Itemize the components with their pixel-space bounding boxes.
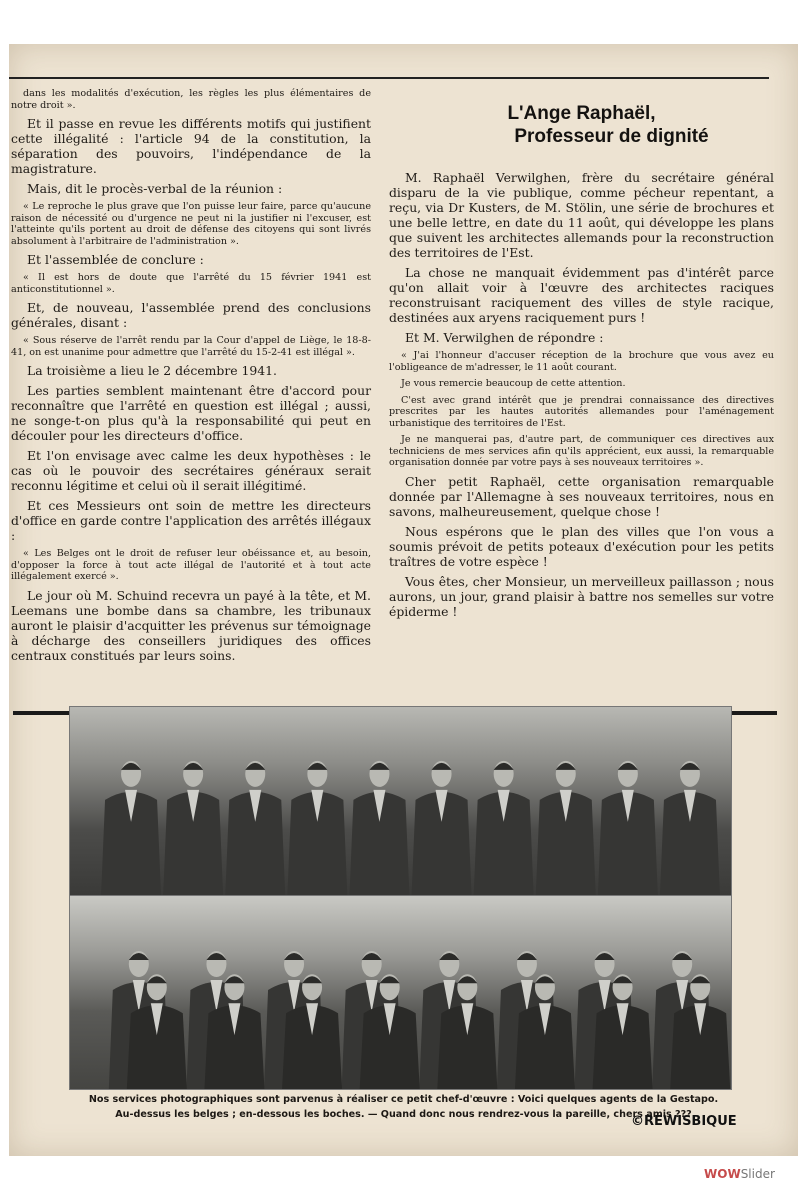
- photo-person: [660, 761, 720, 896]
- paragraph: Et il passe en revue les différents motifs qui justifient cette illégalité : l'article 94 de la constitution, la séparation des pouvoirs, l'indépendance de la magistrature.: [11, 116, 371, 176]
- photo-german-agents: [69, 895, 732, 1090]
- paragraph: La troisième a lieu le 2 décembre 1941.: [27, 363, 277, 378]
- paragraph: Vous êtes, cher Monsieur, un merveilleux paillasson ; nous aurons, un jour, grand plaisir à battre nos semelles sur votre épiderme !: [389, 573, 774, 619]
- quoted-paragraph: « J'ai l'honneur d'accuser réception de la brochure que vous avez eu l'obligeance de m'adresser, le 11 août courant.: [389, 350, 774, 373]
- paragraph: Et l'assemblée de conclure :: [27, 252, 204, 267]
- caption-line-1: Nos services photographiques sont parvenus à réaliser ce petit chef-d'œuvre : Voici quelques agents de la Gestapo.: [88, 1094, 719, 1105]
- photo-person: [598, 761, 658, 896]
- photo-belgian-agents-figures: [70, 707, 731, 896]
- article-title: [389, 102, 774, 148]
- paragraph: M. Raphaël Verwilghen, frère du secrétaire général disparu de la vie publique, comme pécheur repentant, a reçu, via Dr Kusters, de M. Stölin, une série de brochures et une belle lettre, en date du 11 août, qui développe les plans que suivent les architectes allemands pour la reconstruction des territoires de l'Est.: [389, 170, 774, 260]
- right-column: [389, 102, 774, 624]
- slider-watermark: [704, 1167, 775, 1181]
- paragraph: Nous espérons que le plan des villes que l'on vous a soumis prévoit de petits poteaux d'exécution pour les petits traîtres de votre espèce !: [389, 523, 774, 569]
- quoted-paragraph: « Les Belges ont le droit de refuser leur obéissance et, au besoin, d'opposer la force à tout acte illégal de l'autorité et à tout acte illégalement exercé ».: [11, 548, 371, 582]
- photo-person: [101, 761, 161, 896]
- paragraph: Les parties semblent maintenant être d'accord pour reconnaître que l'arrêté en question est illégal ; aussi, ne songe-t-on plus qu'à la responsabilité qui peut en découler pour les directeurs d'office.: [11, 383, 371, 443]
- quoted-paragraph: Je ne manquerai pas, d'autre part, de communiquer ces directives aux techniciens de mes services afin qu'ils apprécient, eux aussi, la remarquable organisation donnée par votre pays à ses nouveaux territoires ».: [389, 434, 774, 468]
- article-title-line2: Professeur de dignité: [514, 126, 709, 147]
- left-column: [11, 88, 371, 668]
- paragraph: Et, de nouveau, l'assemblée prend des conclusions générales, disant :: [11, 300, 371, 330]
- photo-belgian-agents: [69, 706, 732, 897]
- photo-person: [412, 761, 472, 896]
- slider-brand: WOW: [704, 1167, 741, 1181]
- quoted-paragraph: dans les modalités d'exécution, les règles les plus élémentaires de notre droit ».: [11, 88, 371, 111]
- quoted-paragraph: « Sous réserve de l'arrêt rendu par la Cour d'appel de Liège, le 18-8-41, on est unanime pour admettre que l'arrêté du 15-2-41 est illégal ».: [11, 335, 371, 358]
- photo-german-agents-figures: [70, 896, 731, 1089]
- paragraph: Et ces Messieurs ont soin de mettre les directeurs d'office en garde contre l'application des arrêtés illégaux :: [11, 498, 371, 543]
- newspaper-page: [9, 44, 798, 1156]
- paragraph: La chose ne manquait évidemment pas d'intérêt parce qu'on allait voir à l'œuvre des architectes raciques reconstruisant raciquement des villes de style racique, destinées aux aryens raciquement purs !: [389, 265, 774, 325]
- paragraph: Et l'on envisage avec calme les deux hypothèses : le cas où le pouvoir des secrétaires généraux serait reconnu légitime et celui où il serait illégitimé.: [11, 448, 371, 493]
- quoted-paragraph: « Le reproche le plus grave que l'on puisse leur faire, parce qu'aucune raison de nécessité ou d'urgence ne peut ni la justifier ni l'excuser, est l'atteinte qu'ils portent au droit de défense des citoyens qui sont livrés absolument à l'arbitraire de l'administration ».: [11, 201, 371, 247]
- slider-suffix: Slider: [740, 1167, 775, 1181]
- photo-person: [287, 761, 347, 896]
- photo-person: [474, 761, 534, 896]
- paragraph: Cher petit Raphaël, cette organisation remarquable donnée par l'Allemagne à ses nouveaux territoires, nous en savons, malheureusement, quelque chose !: [389, 473, 774, 519]
- paragraph: Et M. Verwilghen de répondre :: [405, 330, 604, 345]
- article-title-line1: L'Ange Raphaël,: [507, 103, 656, 124]
- photo-person: [225, 761, 285, 896]
- quoted-paragraph: C'est avec grand intérêt que je prendrai connaissance des directives prescrites par les hautes autorités allemandes pour l'aménagement urbanistique des territoires de l'Est.: [389, 394, 774, 429]
- caption-line-2: Au-dessus les belges ; en-dessous les boches. — Quand donc nous rendrez-vous la pareille, chers amis ???: [115, 1109, 692, 1120]
- paragraph: Le jour où M. Schuind recevra un payé à la tête, et M. Leemans une bombe dans sa chambre, les tribunaux auront le plaisir d'acquitter les prévenus sur témoignage à décharge des conseillers juridiques des offices centraux constitués par leurs soins.: [11, 587, 371, 663]
- copyright-watermark: ©REWISBIQUE: [631, 1114, 737, 1129]
- photo-person: [349, 761, 409, 896]
- quoted-paragraph: « Il est hors de doute que l'arrêté du 15 février 1941 est anticonstitutionnel ».: [11, 272, 371, 295]
- photo-person: [163, 761, 223, 896]
- top-rule: [9, 77, 769, 79]
- photo-person: [536, 761, 596, 896]
- quoted-paragraph: Je vous remercie beaucoup de cette attention.: [401, 378, 626, 389]
- article-body: [389, 170, 774, 619]
- paragraph: Mais, dit le procès-verbal de la réunion :: [27, 181, 283, 196]
